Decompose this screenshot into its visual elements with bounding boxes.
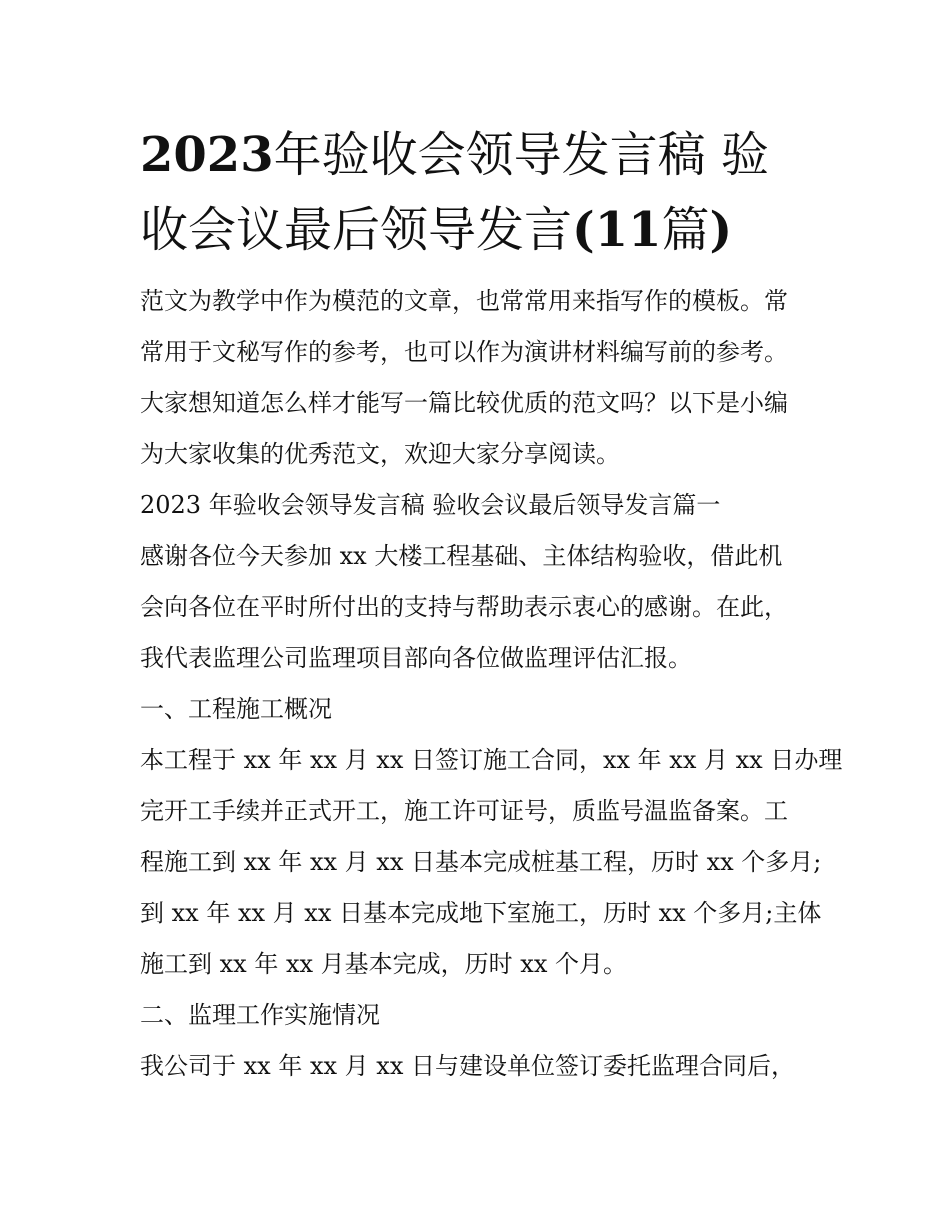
p1-line-1: 感谢各位今天参加 xx 大楼工程基础、主体结构验收，借此机 (140, 542, 783, 570)
intro-line-2: 常用于文秘写作的参考，也可以作为演讲材料编写前的参考。 (140, 338, 788, 366)
intro-line-3: 大家想知道怎么样才能写一篇比较优质的范文吗？以下是小编 (140, 389, 788, 417)
p1-line-3: 我代表监理公司监理项目部向各位做监理评估汇报。 (140, 644, 692, 672)
paragraph-2 (140, 735, 843, 990)
heading-1-text: 一、工程施工概况 (140, 695, 332, 723)
section-heading (140, 480, 830, 531)
heading-2-text: 二、监理工作实施情况 (140, 1001, 380, 1029)
p3-line-1: 我公司于 xx 年 xx 月 xx 日与建设单位签订委托监理合同后， (140, 1052, 795, 1080)
p2-line-4: 到 xx 年 xx 月 xx 日基本完成地下室施工，历时 xx 个多月;主体 (140, 899, 822, 927)
paragraph-1 (140, 531, 830, 684)
p1-line-2: 会向各位在平时所付出的支持与帮助表示衷心的感谢。在此， (140, 593, 788, 621)
p2-line-2: 完开工手续并正式开工，施工许可证号，质监号温监备案。工 (140, 797, 788, 825)
intro-paragraph (140, 276, 830, 480)
p2-line-3: 程施工到 xx 年 xx 月 xx 日基本完成桩基工程，历时 xx 个多月; (140, 848, 822, 876)
p2-line-1: 本工程于 xx 年 xx 月 xx 日签订施工合同，xx 年 xx 月 xx 日办理 (140, 746, 843, 774)
p2-line-5: 施工到 xx 年 xx 月基本完成，历时 xx 个月。 (140, 950, 627, 978)
intro-line-1: 范文为教学中作为模范的文章，也常常用来指写作的模板。常 (140, 287, 788, 315)
paragraph-3 (140, 1041, 830, 1092)
document-title (140, 118, 820, 268)
intro-line-4: 为大家收集的优秀范文，欢迎大家分享阅读。 (140, 440, 620, 468)
section-heading-text: 2023 年验收会领导发言稿 验收会议最后领导发言篇一 (140, 491, 721, 519)
title-line-1: 2023年验收会领导发言稿 验 (140, 127, 769, 183)
title-line-2: 收会议最后领导发言(11篇) (140, 202, 733, 258)
heading-supervision-work (140, 990, 830, 1041)
heading-construction-overview (140, 684, 830, 735)
